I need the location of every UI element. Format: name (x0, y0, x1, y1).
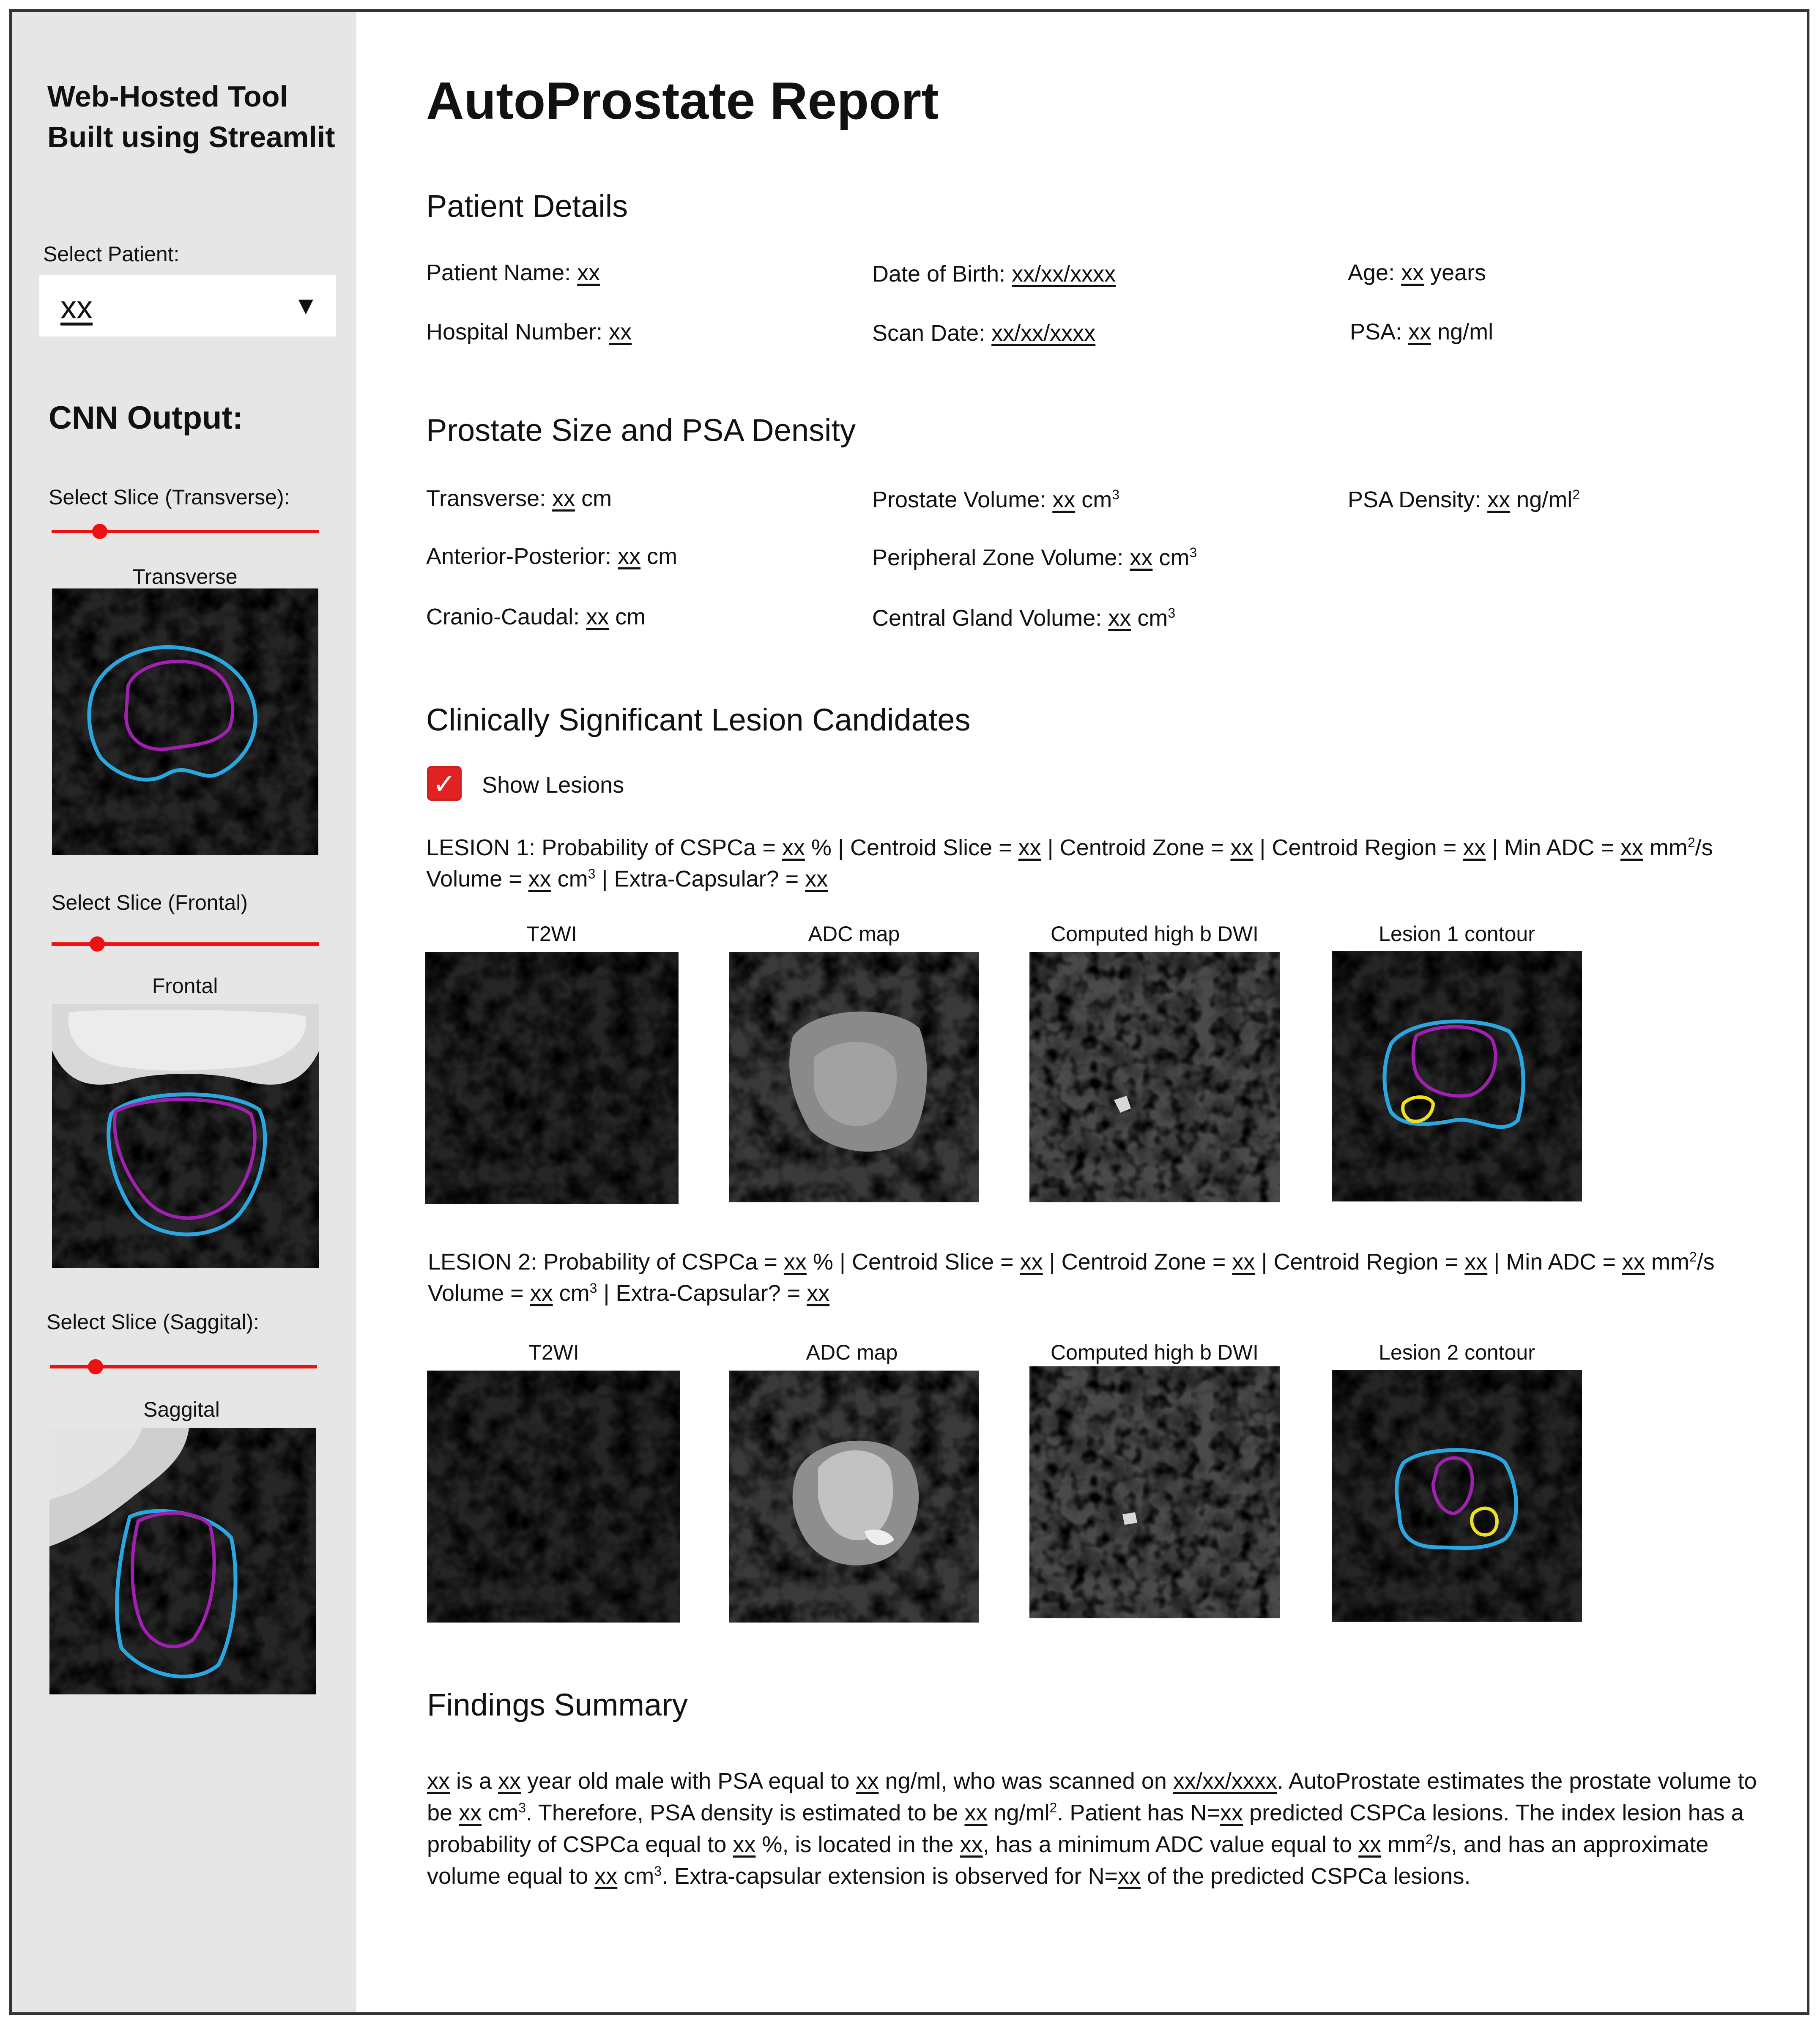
lesion-2-contour-image (1332, 1370, 1582, 1622)
patient-details-heading: Patient Details (426, 189, 628, 224)
cnn-output-label: CNN Output: (49, 400, 244, 436)
lesion-1-adc-image (729, 952, 979, 1202)
hospital-number-field: Hospital Number: xx (426, 319, 632, 345)
findings-paragraph: xx is a xx year old male with PSA equal to xx ng/ml, who was scanned on xx/xx/xxxx. AutoProstate estimates the prostate volume to be xx $cm^3$. Therefore, PSA density is estimated to be xx $ng/ml^2$. Patient has N=xx predicted CSPCa lesions. The index lesion has a probability of CSPCa equal to xx %, is located in the xx, has a minimum ADC value equal to xx $mm^2/s$, and has an approximate volume equal to xx $cm^3$. Extra-capsular extension is observed for N=xx of the predicted CSPCa lesions. (427, 1768, 1757, 1889)
cnn-frontal-image (52, 1004, 319, 1268)
cnn-saggital-image (49, 1428, 316, 1694)
lesions-heading: Clinically Significant Lesion Candidates (426, 702, 971, 737)
slider-frontal-handle[interactable] (90, 936, 105, 952)
report-title: AutoProstate Report (426, 72, 939, 130)
slider-transverse[interactable] (52, 523, 319, 540)
anterior-posterior-field: Anterior-Posterior: xx cm (426, 544, 678, 569)
show-lesions-label: Show Lesions (482, 772, 624, 798)
scan-date-field: Scan Date: xx/xx/xxxx (872, 320, 1096, 346)
slider-frontal-label: Select Slice (Frontal) (52, 891, 248, 914)
prostate-volume-field: Prostate Volume: xx $cm^3$ (872, 487, 1120, 512)
select-patient-label: Select Patient: (43, 242, 180, 266)
checkmark-icon: ✓ (432, 768, 456, 799)
slider-saggital-label: Select Slice (Saggital): (47, 1310, 260, 1334)
lesion-2-t2-image (427, 1371, 680, 1623)
lesion-1-t2-image (425, 952, 679, 1204)
lesion-1-details: LESION 1: Probability of CSPCa = xx % | Centroid Slice = xx | Centroid Zone = xx | Centroid Region = xx | Min ADC = xx $mm^2/s$ Volume = xx $cm^3$ | Extra-Capsular? = xx (426, 835, 1713, 892)
caption-saggital: Saggital (143, 1398, 220, 1421)
lesion-1-adc-caption: ADC map (808, 922, 900, 946)
dob-field: Date of Birth: xx/xx/xxxx (872, 261, 1116, 287)
patient-select[interactable] (39, 275, 336, 337)
lesion-2-details: LESION 2: Probability of CSPCa = xx % | Centroid Slice = xx | Centroid Zone = xx | Centroid Region = xx | Min ADC = xx $mm^2/s$ Volume = xx $cm^3$ | Extra-Capsular? = xx (428, 1249, 1715, 1306)
findings-heading: Findings Summary (427, 1687, 688, 1722)
patient-name-field: Patient Name: xx (426, 260, 600, 285)
lesion-2-dwi-image (1029, 1366, 1280, 1618)
show-lesions-checkbox[interactable] (427, 766, 462, 801)
slider-transverse-label: Select Slice (Transverse): (49, 485, 290, 509)
lesion-2-t2-caption: T2WI (528, 1341, 579, 1364)
psa-density-field: PSA Density: xx $ng/ml^2$ (1348, 487, 1580, 512)
transverse-field: Transverse: xx cm (426, 486, 612, 511)
pz-volume-field: Peripheral Zone Volume: xx $cm^3$ (872, 545, 1197, 570)
slider-frontal[interactable] (52, 936, 319, 952)
size-heading: Prostate Size and PSA Density (426, 413, 856, 448)
slider-transverse-track (52, 530, 319, 533)
slider-saggital[interactable] (50, 1358, 317, 1375)
lesion-2-contour-caption: Lesion 2 contour (1379, 1341, 1535, 1364)
cnn-transverse-image (52, 588, 318, 855)
psa-field: PSA: xx ng/ml (1350, 319, 1494, 345)
slider-transverse-handle[interactable] (92, 524, 107, 539)
lesion-1-contour-image (1332, 951, 1582, 1201)
patient-select-value: xx (60, 290, 93, 326)
lesion-1-dwi-caption: Computed high b DWI (1051, 922, 1259, 946)
slider-saggital-handle[interactable] (88, 1359, 103, 1374)
lesion-2-adc-image (729, 1371, 979, 1623)
cranio-caudal-field: Cranio-Caudal: xx cm (426, 604, 646, 629)
sidebar-title: Web-Hosted Tool Built using Streamlit (47, 80, 335, 153)
lesion-2-dwi-caption: Computed high b DWI (1051, 1341, 1259, 1364)
lesion-1-t2-caption: T2WI (526, 922, 577, 946)
caption-transverse: Transverse (132, 565, 238, 588)
caption-frontal: Frontal (152, 974, 218, 998)
lesion-2-adc-caption: ADC map (806, 1341, 898, 1364)
caret-down-icon: ▼ (293, 291, 318, 320)
age-field: Age: xx years (1348, 260, 1486, 285)
lesion-1-contour-caption: Lesion 1 contour (1379, 922, 1535, 946)
lesion-1-dwi-image (1029, 952, 1280, 1202)
cg-volume-field: Central Gland Volume: xx $cm^3$ (872, 605, 1176, 631)
